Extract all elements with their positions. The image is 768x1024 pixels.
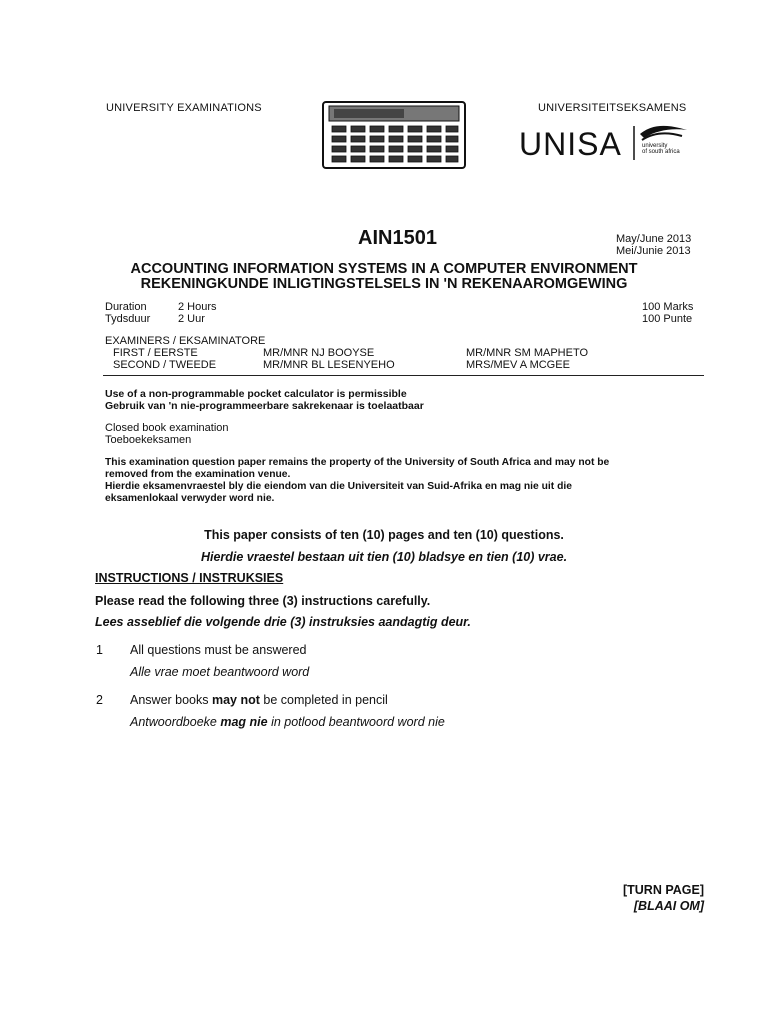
unisa-logo-text: UNISA: [519, 126, 622, 162]
instruction-2-num: 2: [96, 693, 103, 707]
instruction-2-en: [130, 693, 388, 707]
exam-date-af: Mei/Junie 2013: [616, 245, 691, 257]
property-note-en-2: removed from the examination venue.: [105, 469, 291, 480]
calculator-note-en: Use of a non-programmable pocket calculator is permissible: [105, 388, 407, 400]
instructions-heading: INSTRUCTIONS / INSTRUKSIES: [95, 571, 284, 585]
paper-pages-en: This paper consists of ten (10) pages and ten (10) questions.: [204, 528, 564, 542]
header-left: UNIVERSITY EXAMINATIONS: [106, 102, 262, 114]
duration-label-en: Duration: [105, 301, 147, 313]
course-code: AIN1501: [358, 227, 437, 249]
instruction-1-num: 1: [96, 643, 103, 657]
property-note-af-1: Hierdie eksamenvraestel bly die eiendom van die Universiteit van Suid-Afrika en mag nie uit die: [105, 481, 572, 492]
header-right: UNIVERSITEITSEKSAMENS: [538, 102, 687, 114]
calculator-note-af: Gebruik van 'n nie-programmeerbare sakrekenaar is toelaatbaar: [105, 400, 424, 412]
examiner-first-1: MR/MNR NJ BOOYSE: [263, 347, 375, 359]
property-note-en-1: This examination question paper remains the property of the University of South Africa and may not be: [105, 457, 610, 468]
examiners-second-label: SECOND / TWEEDE: [113, 359, 217, 371]
marks-en: 100 Marks: [642, 301, 694, 313]
instruction-1-af: Alle vrae moet beantwoord word: [130, 665, 310, 679]
divider: [103, 375, 704, 376]
turn-page-af: [BLAAI OM]: [633, 899, 704, 913]
instructions-intro-en: Please read the following three (3) instructions carefully.: [95, 594, 431, 608]
calculator-icon: [322, 101, 466, 169]
instruction-1-en: All questions must be answered: [130, 643, 307, 657]
duration-value-en: 2 Hours: [178, 301, 217, 313]
unisa-logo-icon: [632, 122, 692, 162]
instructions-intro-af: Lees asseblief die volgende drie (3) instruksies aandagtig deur.: [95, 615, 471, 629]
marks-af: 100 Punte: [642, 313, 693, 325]
turn-page-en: [TURN PAGE]: [622, 883, 704, 897]
instruction-2-af-c: in potlood beantwoord word nie: [267, 715, 445, 729]
duration-value-af: 2 Uur: [178, 313, 205, 325]
unisa-logo-sub1: university: [642, 143, 668, 149]
property-note-af-2: eksamenlokaal verwyder word nie.: [105, 493, 275, 504]
examiners-first-label: FIRST / EERSTE: [113, 347, 198, 359]
instruction-2-af-b: mag nie: [220, 715, 268, 729]
unisa-logo-sub2: of south africa: [642, 149, 680, 155]
examiners-heading: EXAMINERS / EKSAMINATORE: [105, 335, 266, 347]
paper-pages-af: Hierdie vraestel bestaan uit tien (10) bladsye en tien (10) vrae.: [200, 550, 568, 564]
examiner-first-2: MR/MNR SM MAPHETO: [466, 347, 589, 359]
instruction-2-en-c: be completed in pencil: [259, 693, 388, 707]
instruction-2-af-a: Antwoordboeke: [130, 715, 221, 729]
course-title-en: ACCOUNTING INFORMATION SYSTEMS IN A COMPUTER ENVIRONMENT: [130, 261, 638, 277]
exam-date-en: May/June 2013: [616, 233, 692, 245]
duration-label-af: Tydsduur: [105, 313, 151, 325]
closed-book-af: Toeboekeksamen: [105, 434, 192, 446]
course-title-af: REKENINGKUNDE INLIGTINGSTELSELS IN 'N REKENAAROMGEWING: [140, 276, 628, 292]
examiner-second-1: MR/MNR BL LESENYEHO: [263, 359, 395, 371]
instruction-2-en-b: may not: [211, 693, 260, 707]
instruction-2-af: [130, 715, 445, 729]
closed-book-en: Closed book examination: [105, 422, 229, 434]
instruction-2-en-a: Answer books: [130, 693, 212, 707]
examiner-second-2: MRS/MEV A MCGEE: [466, 359, 570, 371]
